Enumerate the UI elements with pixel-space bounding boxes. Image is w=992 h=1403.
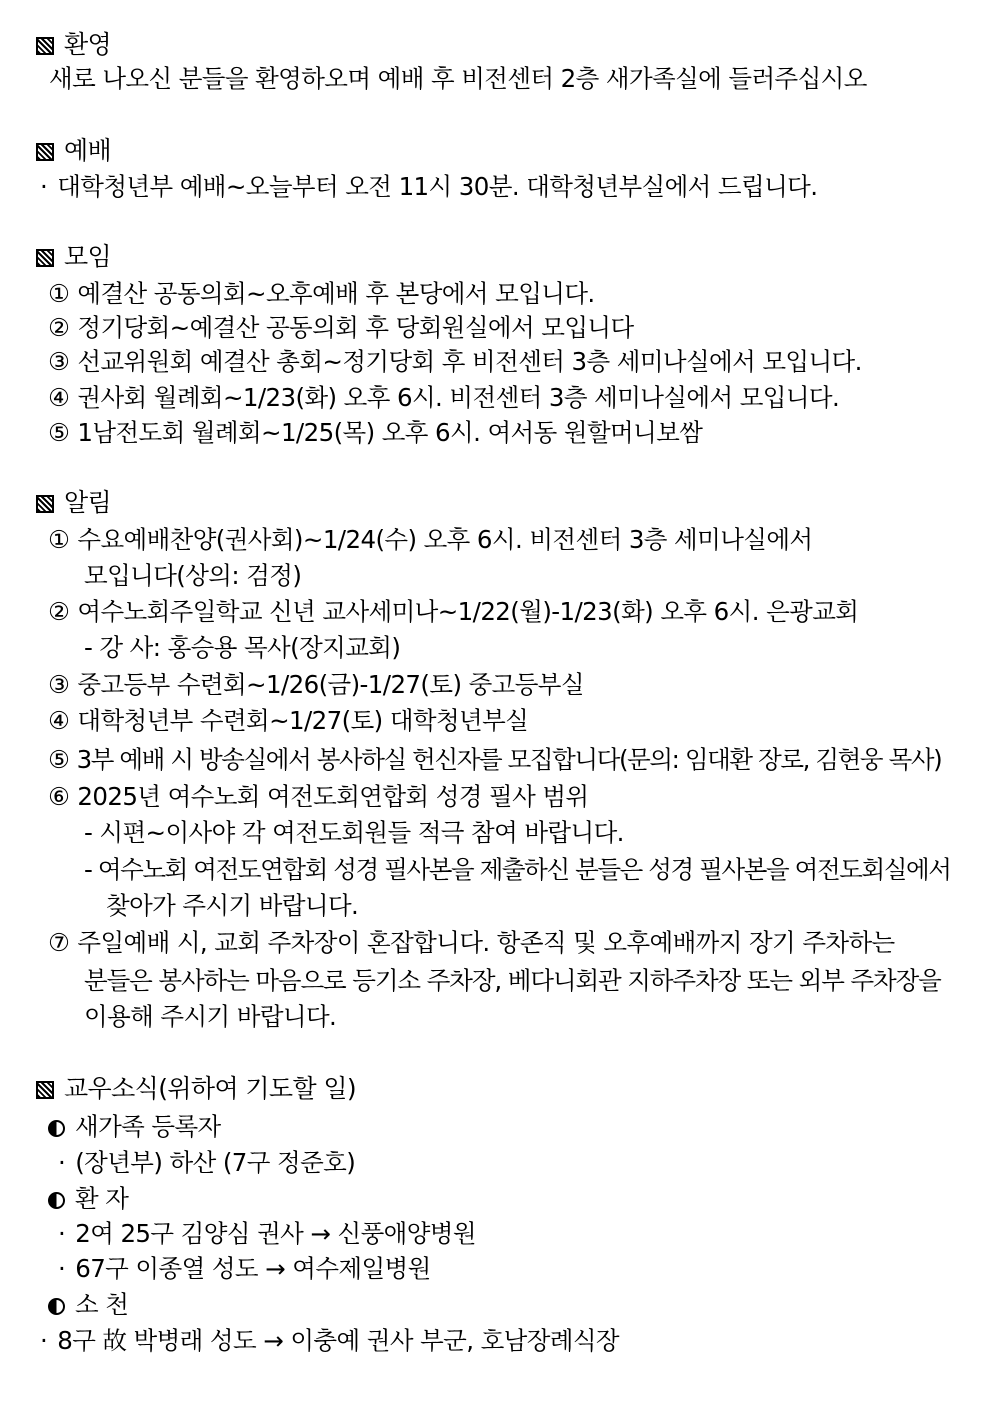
meeting-item: ② 정기당회~예결산 공동의회 후 당회원실에서 모입니다	[48, 313, 634, 342]
section-heading-worship: 예배	[36, 136, 111, 166]
notice-item: ⑦ 주일예배 시, 교회 주차장이 혼잡합니다. 항존직 및 오후예배까지 장기 주차하는	[48, 928, 895, 957]
section-heading-meetings: 모임	[36, 242, 111, 272]
meeting-item: ① 예결산 공동의회~오후예배 후 본당에서 모입니다.	[48, 279, 595, 308]
news-item: · (장년부) 하산 (7구 정준호)	[58, 1148, 356, 1177]
news-subheading-funeral: 소 천	[48, 1290, 128, 1320]
section-heading-welcome: 환영	[36, 30, 111, 60]
dot-bullet: ·	[58, 1148, 66, 1177]
news-subheading-new-family: 새가족 등록자	[48, 1112, 221, 1142]
section-heading-news: 교우소식(위하여 기도할 일)	[36, 1074, 356, 1104]
notice-item: ④ 대학청년부 수련회~1/27(토) 대학청년부실	[48, 706, 529, 735]
notice-item: ⑤ 3부 예배 시 방송실에서 봉사하실 헌신자를 모집합니다(문의: 임대환 장로, 김현웅 목사)	[48, 745, 942, 774]
half-circle-bullet-icon	[48, 1120, 65, 1137]
notice-item-continuation: 이용해 주시기 바랍니다.	[84, 1002, 337, 1031]
notice-item-continuation: 분들은 봉사하는 마음으로 등기소 주차장, 베다니회관 지하주차장 또는 외부 주차장을	[84, 966, 941, 995]
notice-item: ② 여수노회주일학교 신년 교사세미나~1/22(월)-1/23(화) 오후 6시. 은광교회	[48, 597, 859, 626]
news-subheading-patients: 환 자	[48, 1184, 128, 1214]
notice-item: ⑥ 2025년 여수노회 여전도회연합회 성경 필사 범위	[48, 782, 589, 811]
half-circle-bullet-icon	[48, 1298, 65, 1315]
notice-subitem: - 시편~이사야 각 여전도회원들 적극 참여 바랍니다.	[84, 818, 624, 847]
welcome-text: 새로 나오신 분들을 환영하오며 예배 후 비전센터 2층 새가족실에 들러주십시오	[49, 64, 867, 93]
square-bullet-icon	[36, 37, 54, 55]
dot-bullet: ·	[40, 172, 48, 201]
square-bullet-icon	[36, 1081, 54, 1099]
news-item: · 8구 故 박병래 성도 → 이충예 권사 부군, 호남장례식장	[40, 1326, 619, 1355]
news-item: · 2여 25구 김양심 권사 → 신풍애양병원	[58, 1219, 476, 1248]
square-bullet-icon	[36, 143, 54, 161]
notice-subitem: - 강 사: 홍승용 목사(장지교회)	[84, 633, 401, 662]
square-bullet-icon	[36, 249, 54, 267]
dot-bullet: ·	[58, 1219, 66, 1248]
half-circle-bullet-icon	[48, 1192, 65, 1209]
news-item: · 67구 이종열 성도 → 여수제일병원	[58, 1254, 431, 1283]
worship-item: · 대학청년부 예배~오늘부터 오전 11시 30분. 대학청년부실에서 드립니다.	[40, 172, 818, 201]
notice-subitem: - 여수노회 여전도연합회 성경 필사본을 제출하신 분들은 성경 필사본을 여전도회실에서	[84, 855, 951, 884]
square-bullet-icon	[36, 495, 54, 513]
dot-bullet: ·	[40, 1326, 48, 1355]
section-heading-notices: 알림	[36, 488, 111, 518]
notice-item-continuation: 모입니다(상의: 검정)	[84, 561, 302, 590]
meeting-item: ⑤ 1남전도회 월례회~1/25(목) 오후 6시. 여서동 원할머니보쌈	[48, 418, 703, 447]
dot-bullet: ·	[58, 1254, 66, 1283]
notice-item: ③ 중고등부 수련회~1/26(금)-1/27(토) 중고등부실	[48, 670, 584, 699]
notice-subitem-continuation: 찾아가 주시기 바랍니다.	[106, 891, 359, 920]
meeting-item: ③ 선교위원회 예결산 총회~정기당회 후 비전센터 3층 세미나실에서 모입니다.	[48, 347, 862, 376]
notice-item: ① 수요예배찬양(권사회)~1/24(수) 오후 6시. 비전센터 3층 세미나실에서	[48, 525, 813, 554]
meeting-item: ④ 권사회 월례회~1/23(화) 오후 6시. 비전센터 3층 세미나실에서 모입니다.	[48, 383, 840, 412]
